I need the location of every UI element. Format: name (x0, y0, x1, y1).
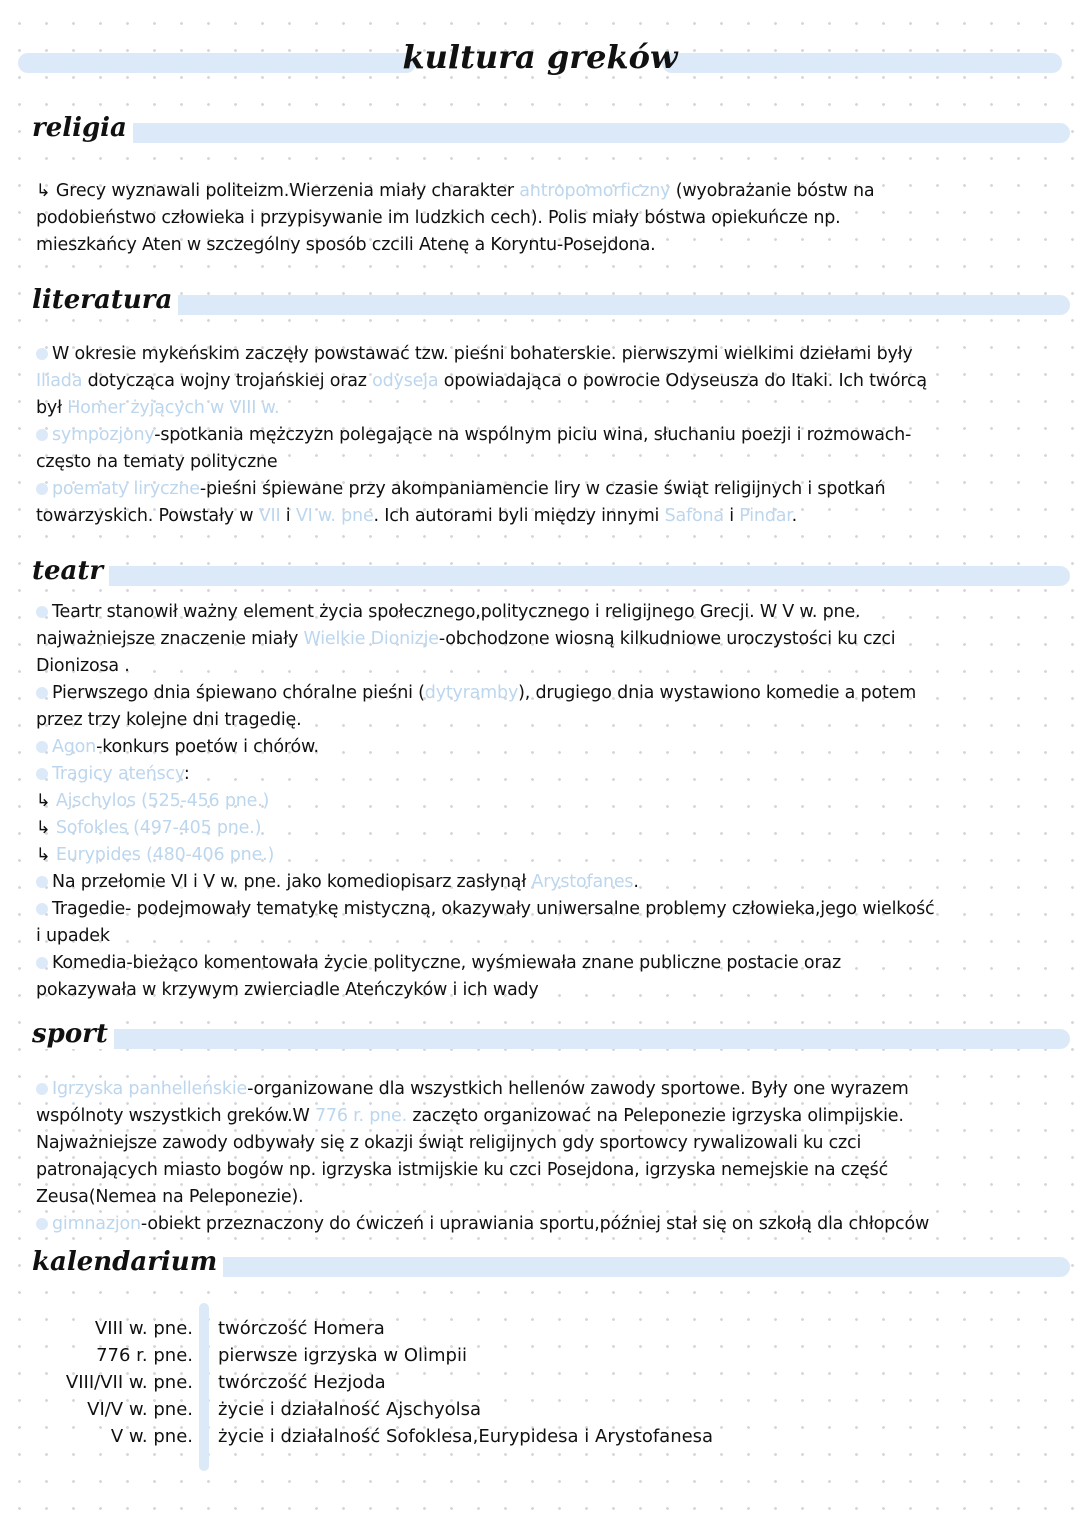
sport-line-3: Najważniejsze zawody odbywały się z okazji świąt religijnych gdy sportowcy rywalizowali ku czci (36, 1133, 862, 1153)
heading-teatr: teatr (32, 556, 109, 586)
bullet-dot (36, 348, 48, 360)
teatr-line-12: pokazywała w krzywym zwierciadle Ateńczyków i ich wady (36, 980, 539, 1000)
section-bar-kalendarium (186, 1257, 1070, 1277)
arrow-icon: ↳ (36, 845, 51, 865)
literatura-text (36, 341, 1066, 530)
calendar-date: VIII/VII w. pne. (65, 1372, 193, 1393)
bullet-dot (36, 687, 48, 699)
section-bar-literatura (142, 295, 1070, 315)
heading-literatura: literatura (32, 285, 178, 315)
religia-line-3: mieszkańcy Aten w szczególny sposób czcili Atenę a Koryntu-Posejdona. (36, 235, 656, 255)
sport-line-4: patronających miasto bogów np. igrzyska istmijskie ku czci Posejdona, igrzyska nemejskie na część (36, 1160, 889, 1180)
section-bar-sport (98, 1029, 1070, 1049)
literatura-line-4: sympozjony-spotkania mężczyzn polegające na wspólnym piciu wina, słuchaniu poezji i rozmowach- (36, 422, 1066, 449)
teatr-line-8: Na przełomie VI i V w. pne. jako komediopisarz zasłynął Arystofanes. (36, 869, 1066, 896)
calendar-event: życie i działalność Sofoklesa,Eurypidesa i Arystofanesa (218, 1426, 714, 1447)
teatr-line-11: Komedia-bieżąco komentowała życie polityczne, wyśmiewała znane publiczne postacie oraz (36, 950, 1066, 977)
timeline-bar (199, 1303, 209, 1471)
calendar-date: VIII w. pne. (94, 1318, 193, 1339)
teatr-line-4: Pierwszego dnia śpiewano chóralne pieśni (dytyramby), drugiego dnia wystawiono komedie a potem (36, 680, 1066, 707)
teatr-line-3: Dionizosa . (36, 656, 130, 676)
bullet-dot (36, 741, 48, 753)
teatr-line-7: Tragicy ateńscy: (36, 761, 1066, 788)
literatura-line-2: Iliada dotycząca wojny trojańskiej oraz odyseja opowiadająca o powrocie Odyseusza do Itaki. Ich twórcą (36, 371, 927, 391)
teatr-text (36, 599, 1066, 1004)
arrow-icon: ↳ (36, 791, 51, 811)
bullet-dot (36, 903, 48, 915)
teatr-line-10: i upadek (36, 926, 110, 946)
calendar-event: życie i działalność Ajschyolsa (218, 1399, 482, 1420)
heading-sport: sport (32, 1019, 114, 1049)
teatr-line-2: najważniejsze znaczenie miały Wielkie Dionizje-obchodzone wiosną kilkudniowe uroczystości ku czci (36, 629, 896, 649)
calendar-event: twórczość Homera (218, 1318, 385, 1339)
bullet-dot (36, 1083, 48, 1095)
teatr-line-9: Tragedie- podejmowały tematykę mistyczną, okazywały uniwersalne problemy człowieka,jego wielkość (36, 896, 1066, 923)
teatr-line-5: przez trzy kolejne dni tragedię. (36, 710, 302, 730)
calendar-event: pierwsze igrzyska w Olimpii (218, 1345, 467, 1366)
keyword: antropomorficzny (519, 181, 671, 201)
heading-kalendarium: kalendarium (32, 1247, 223, 1277)
literatura-line-5: często na tematy polityczne (36, 452, 278, 472)
bullet-dot (36, 483, 48, 495)
bullet-dot (36, 429, 48, 441)
literatura-line-1: W okresie mykeńskim zaczęły powstawać tzw. pieśni bohaterskie. pierwszymi wielkimi dziełami były (36, 341, 1066, 368)
calendar-date: VI/V w. pne. (87, 1399, 193, 1420)
sport-text (36, 1076, 1066, 1238)
religia-line-1: ↳ Grecy wyznawali politeizm.Wierzenia miały charakter antropomorficzny (wyobrażanie bóstw na (36, 181, 875, 201)
arrow-icon: ↳ (36, 818, 51, 838)
section-bar-religia (112, 123, 1070, 143)
heading-religia: religia (32, 113, 133, 143)
bullet-dot (36, 768, 48, 780)
page-title: kultura greków (402, 38, 678, 76)
bullet-dot (36, 957, 48, 969)
teatr-tragik-3: ↳ Eurypides (480-406 pne.) (36, 845, 275, 865)
calendar-date: V w. pne. (110, 1426, 193, 1447)
bullet-dot (36, 876, 48, 888)
sport-line-1: Igrzyska panhelleńskie-organizowane dla wszystkich hellenów zawody sportowe. Były one wyrazem (36, 1076, 1066, 1103)
sport-line-5: Zeusa(Nemea na Peleponezie). (36, 1187, 304, 1207)
section-bar-teatr (92, 566, 1070, 586)
bullet-dot (36, 606, 48, 618)
calendar-date: 776 r. pne. (96, 1345, 193, 1366)
teatr-tragik-1: ↳ Ajschylos (525-456 pne.) (36, 791, 270, 811)
literatura-line-3: był Homer żyjących w VIII w. (36, 398, 280, 418)
sport-line-2: wspólnoty wszystkich greków.W 776 r. pne. zaczęto organizować na Peleponezie igrzyska olimpijskie. (36, 1106, 904, 1126)
literatura-line-6: poematy liryczne-pieśni śpiewane przy akompaniamencie liry w czasie świąt religijnych i spotkań (36, 476, 1066, 503)
calendar-event: twórczość Hezjoda (218, 1372, 386, 1393)
literatura-line-7: towarzyskich. Powstały w VII i VI w. pne. Ich autorami byli między innymi Safona i Pindar. (36, 506, 798, 526)
teatr-line-6: Agon-konkurs poetów i chórów. (36, 734, 1066, 761)
arrow-icon: ↳ (36, 181, 51, 201)
religia-line-2: podobieństwo człowieka i przypisywanie im ludzkich cech). Polis miały bóstwa opiekuńcze np. (36, 208, 841, 228)
teatr-tragik-2: ↳ Sofokles (497-405 pne.) (36, 818, 262, 838)
bullet-dot (36, 1218, 48, 1230)
religia-text (36, 178, 1066, 259)
teatr-line-1: Teartr stanowił ważny element życia społecznego,politycznego i religijnego Grecji. W V w. pne. (36, 599, 1066, 626)
sport-line-6: gimnazjon-obiekt przeznaczony do ćwiczeń i uprawiania sportu,później stał się on szkołą dla chłopców (36, 1211, 1066, 1238)
